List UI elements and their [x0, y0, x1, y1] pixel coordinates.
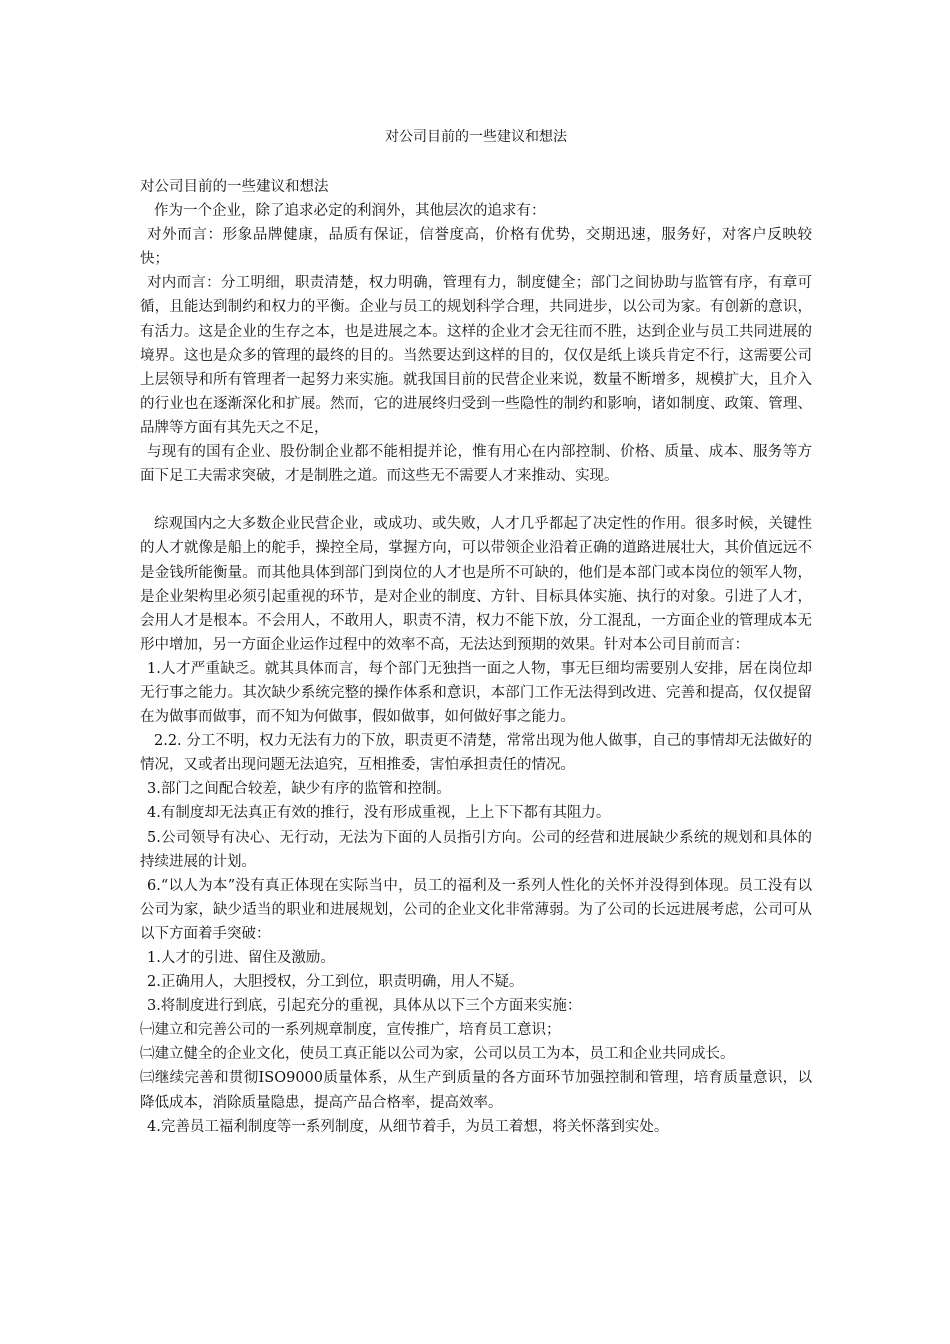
sub-item-2: ㈡建立健全的企业文化，使员工真正能以公司为家，公司以员工为本，员工和企业共同成长。 [140, 1046, 735, 1063]
sub-item-1: ㈠建立和完善公司的一系列规章制度，宣传推广，培育员工意识； [140, 1022, 561, 1039]
list-item-solution-4: 4.完善员工福利制度等一系列制度，从细节着手，为员工着想，将关怀落到实处。 [147, 1118, 669, 1135]
paragraph-internal: 对内而言：分工明细，职责清楚，权力明确，管理有力，制度健全；部门之间协助与监管有序，有章可循，且能达到制约和权力的平衡。企业与员工的规划科学合理，共同进步，以公司为家。有创新的意识，有活力。这是企业的生存之本，也是进展之本。这样的企业才会无往而不胜，达到企业与员工共同进展的境界。这也是众多的管理的最终的目的。当然要达到这样的目的，仅仅是纸上谈兵肯定不行，这需要公司上层领导和所有管理者一起努力来实施。就我国目前的民营企业来说，数量不断增多，规模扩大，且介入的行业也在逐渐深化和扩展。然而，它的进展终归受到一些隐性的制约和影响，诸如制度、政策、管理、品牌等方面有其先天之不足， [140, 275, 812, 436]
list-item-problem-4: 4.有制度却无法真正有效的推行，没有形成重视，上上下下都有其阻力。 [147, 805, 611, 822]
section-heading: 对公司目前的一些建议和想法 [140, 179, 329, 195]
list-item-solution-2: 2.正确用人，大胆授权，分工到位，职责明确，用人不疑。 [147, 974, 524, 991]
sub-item-3: ㈢继续完善和贯彻ISO9000质量体系，从生产到质量的各方面环节加强控制和管理，培育质量意识，以降低成本，消除质量隐患，提高产品合格率，提高效率。 [140, 1070, 812, 1111]
paragraph-external: 对外而言：形象品牌健康，品质有保证，信誉度高，价格有优势，交期迅速，服务好，对客户反映较快； [140, 227, 812, 268]
paragraph-gap [140, 488, 812, 512]
paragraph-talent: 综观国内之大多数企业民营企业，或成功、或失败，人才几乎都起了决定性的作用。很多时候，关键性的人才就像是船上的舵手，操控全局，掌握方向，可以带领企业沿着正确的道路进展壮大，其价值远远不是金钱所能衡量。而其他具体到部门到岗位的人才也是所不可缺的，他们是本部门或本岗位的领军人物，是企业架构里必须引起重视的环节，是对企业的制度、方针、目标具体实施、执行的对象。引进了人才，会用人才是根本。不会用人，不敢用人，职责不清，权力不能下放，分工混乱，一方面企业的管理成本无形中增加，另一方面企业运作过程中的效率不高，无法达到预期的效果。针对本公司目前而言： [140, 516, 812, 653]
list-item-problem-5: 5.公司领导有决心、无行动，无法为下面的人员指引方向。公司的经营和进展缺少系统的规划和具体的持续进展的计划。 [140, 829, 812, 870]
document-title: 对公司目前的一些建议和想法 [385, 129, 567, 145]
list-item-solution-3: 3.将制度进行到底，引起充分的重视，具体从以下三个方面来实施： [147, 998, 582, 1015]
list-item-solution-1: 1.人才的引进、留住及激励。 [147, 950, 335, 966]
paragraph-intro: 作为一个企业，除了追求必定的利润外，其他层次的追求有： [154, 203, 546, 220]
list-item-problem-2: 2.2. 分工不明，权力无法有力的下放，职责更不清楚，常常出现为他人做事，自己的事情却无法做好的情况，又或者出现问题无法追究，互相推委，害怕承担责任的情况。 [140, 733, 812, 774]
document-body [140, 175, 812, 1139]
list-item-problem-6: 6.“以人为本”没有真正体现在实际当中，员工的福利及一系列人性化的关怀并没得到体现。员工没有以公司为家，缺少适当的职业和进展规划，公司的企业文化非常薄弱。为了公司的长远进展考虑，公司可从以下方面着手突破： [140, 877, 812, 942]
list-item-problem-1: 1.人才严重缺乏。就其具体而言，每个部门无独挡一面之人物，事无巨细均需要别人安排，居在岗位却无行事之能力。其次缺少系统完整的操作体系和意识，本部门工作无法得到改进、完善和提高，仅仅提留在为做事而做事，而不知为何做事，假如做事，如何做好事之能力。 [140, 660, 812, 726]
paragraph-comparison: 与现有的国有企业、股份制企业都不能相提并论，惟有用心在内部控制、价格、质量、成本、服务等方面下足工夫需求突破，才是制胜之道。而这些无不需要人才来推动、实现。 [140, 444, 812, 485]
list-item-problem-3: 3.部门之间配合较差，缺少有序的监管和控制。 [147, 781, 451, 798]
